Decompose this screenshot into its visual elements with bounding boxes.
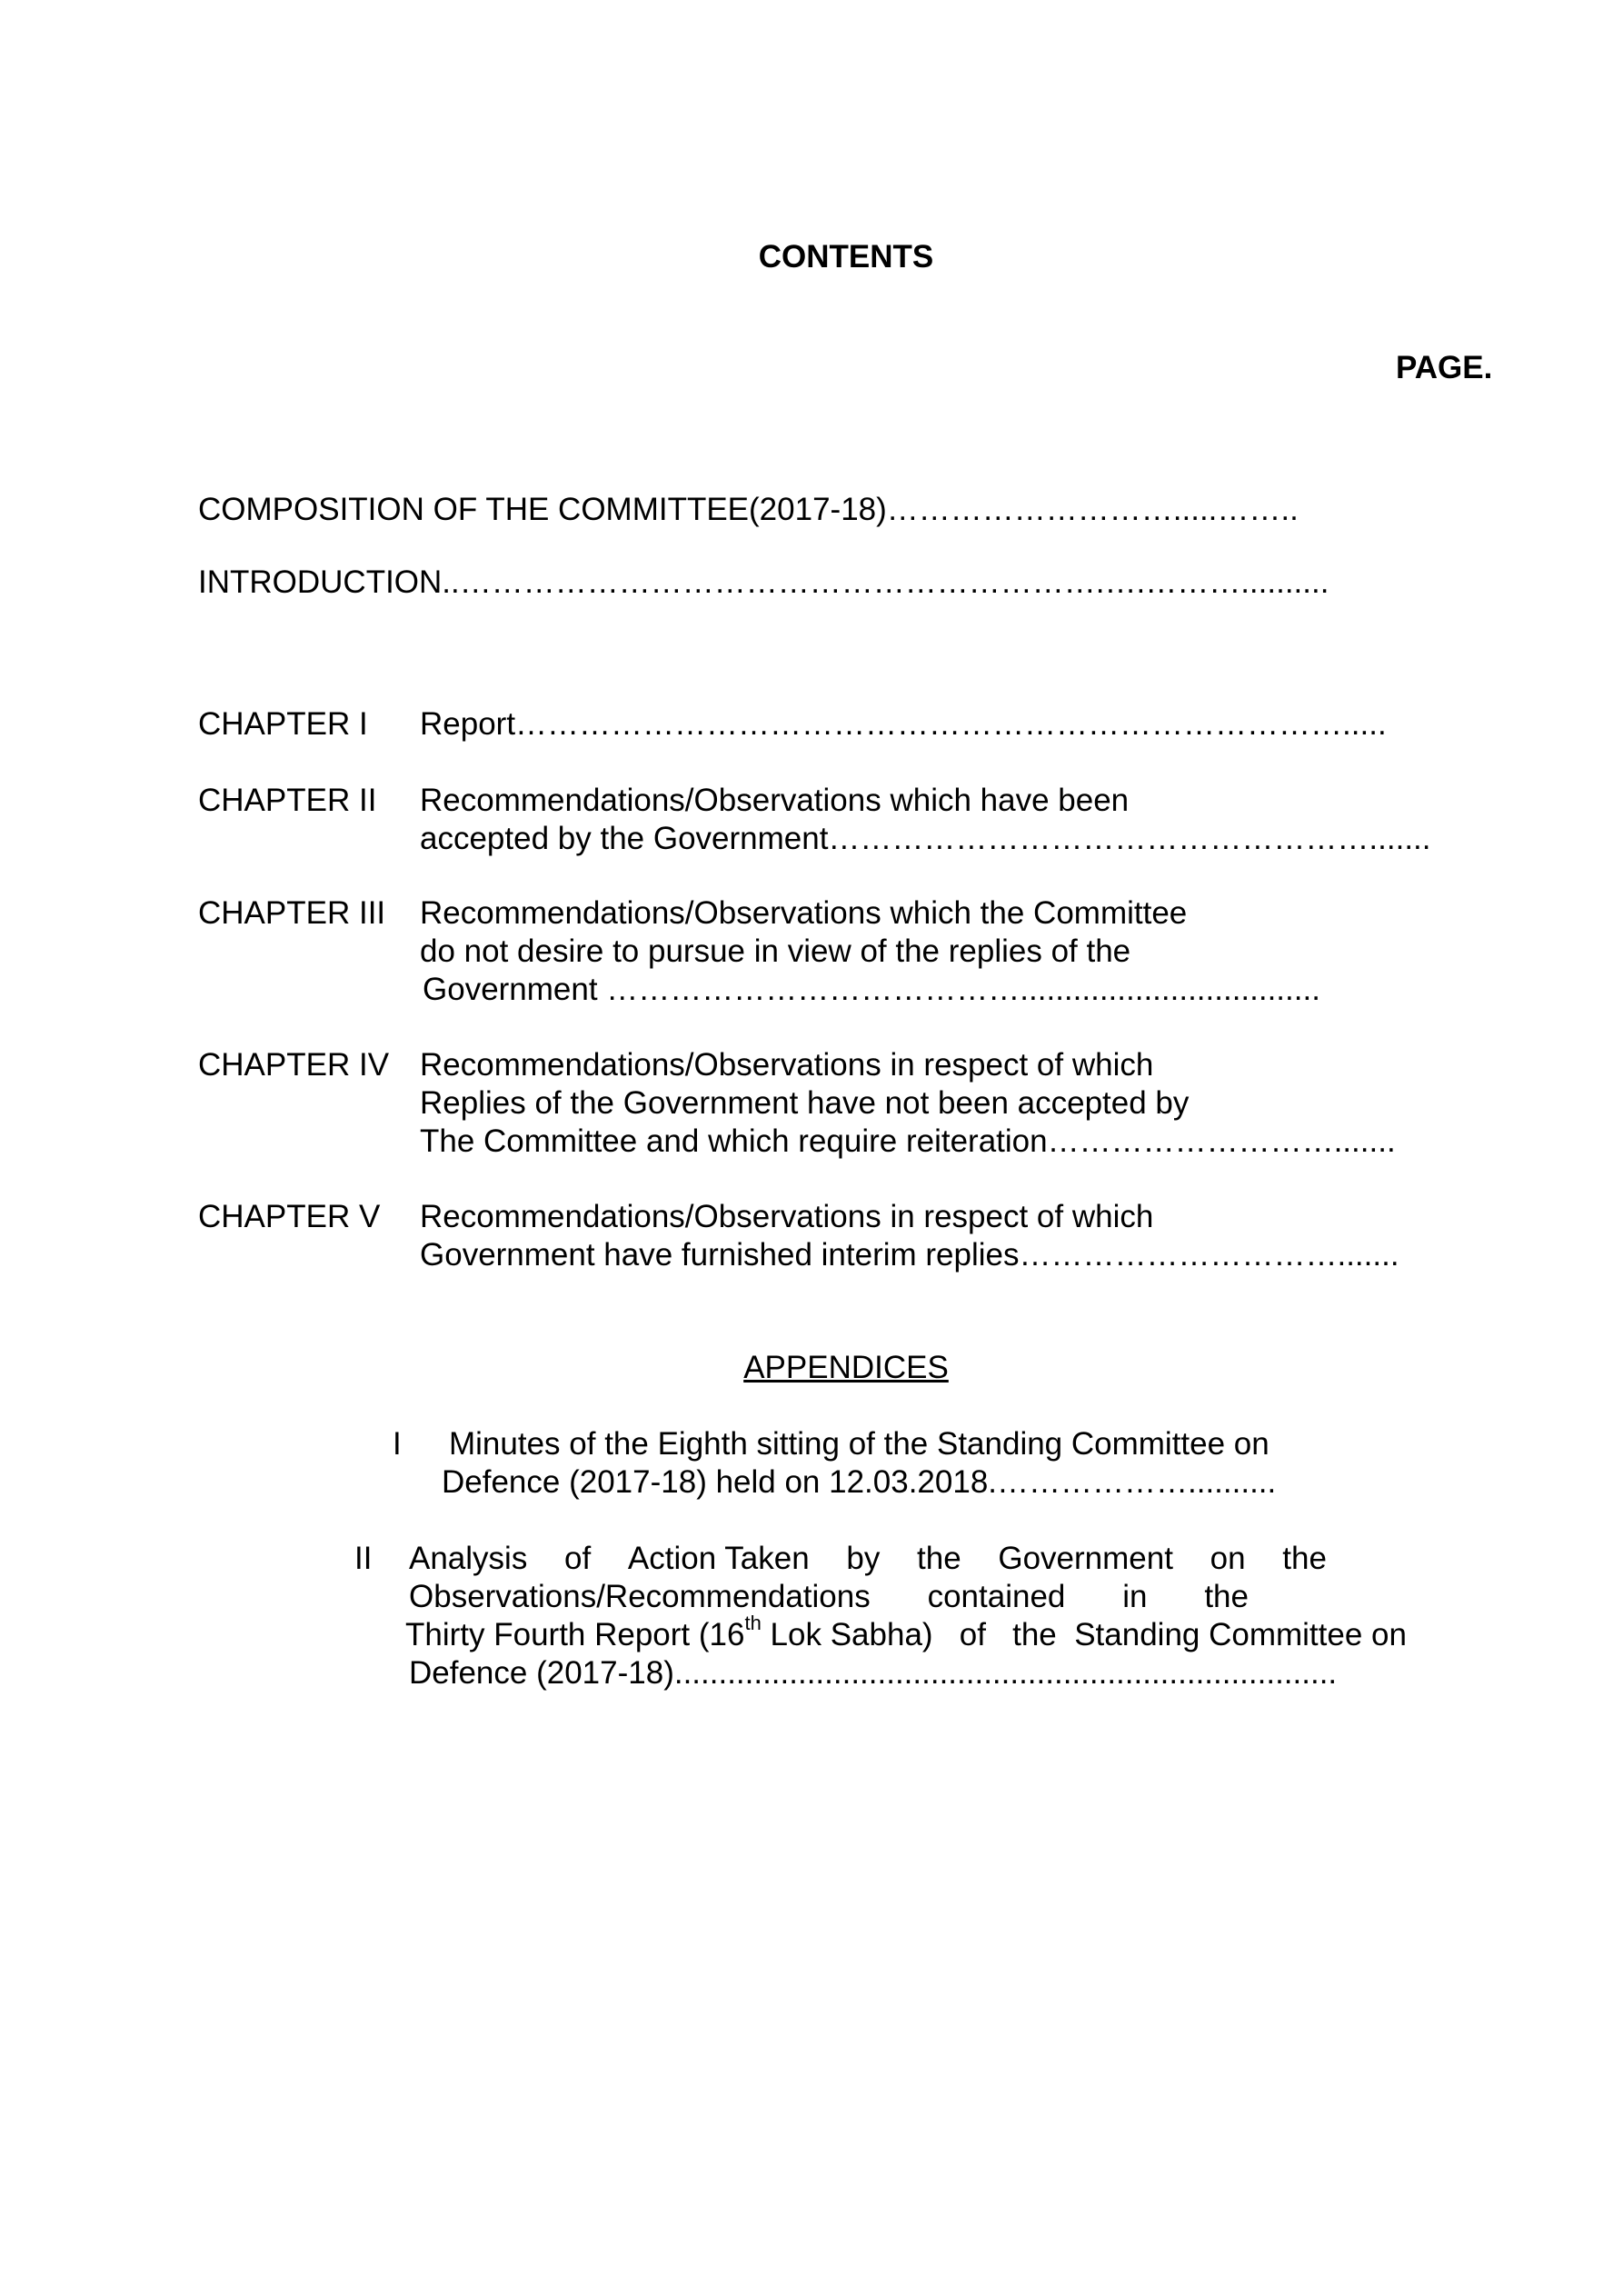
appendix-2-line-1 bbox=[409, 1540, 1327, 1578]
appendix-1-line-1: Minutes of the Eighth sitting of the Standing Committee on bbox=[449, 1426, 1270, 1462]
toc-entry-composition: COMPOSITION OF THE COMMITTEE(2017-18)……………………….....…….. bbox=[198, 492, 1299, 527]
appendix-2-word: the bbox=[1204, 1579, 1249, 1614]
appendix-2-line-2 bbox=[409, 1578, 1249, 1616]
chapter-label-5: CHAPTER V bbox=[198, 1199, 381, 1234]
appendices-heading: APPENDICES bbox=[743, 1350, 949, 1385]
chapter-title-2-line-2: accepted by the Government……………………………………………....... bbox=[420, 821, 1431, 856]
appendix-2-line-3-text: Thirty Fourth Report (16 bbox=[405, 1617, 745, 1652]
appendix-numeral-1: I bbox=[393, 1426, 402, 1462]
chapter-title-3-line-2: do not desire to pursue in view of the replies of the bbox=[420, 933, 1131, 969]
chapter-title-4-line-2: Replies of the Government have not been accepted by bbox=[420, 1085, 1190, 1121]
chapter-title-4-line-1: Recommendations/Observations in respect of which bbox=[420, 1047, 1154, 1083]
appendix-2-word: of bbox=[564, 1541, 592, 1576]
appendix-2-word: in bbox=[1122, 1579, 1148, 1614]
appendix-2-word: contained bbox=[927, 1579, 1066, 1614]
appendix-2-word: by bbox=[846, 1541, 881, 1576]
chapter-label-4: CHAPTER IV bbox=[198, 1047, 390, 1083]
chapter-title-3-line-3: Government ………………………………….................................. bbox=[423, 972, 1320, 1007]
appendix-2-line-3 bbox=[405, 1612, 1407, 1654]
chapter-title-5-line-2: Government have furnished interim replies…………………………....... bbox=[420, 1237, 1399, 1273]
chapter-title-1-line-1: Report……………………………………………………………………..... bbox=[420, 706, 1387, 742]
chapter-label-1: CHAPTER I bbox=[198, 706, 368, 742]
chapter-title-3-line-1: Recommendations/Observations which the Committee bbox=[420, 895, 1188, 931]
chapter-title-2-line-1: Recommendations/Observations which have been bbox=[420, 783, 1130, 818]
appendix-2-line-4: Defence (2017-18)........................................................................... bbox=[409, 1655, 1338, 1691]
appendix-2-word: the bbox=[917, 1541, 961, 1576]
appendix-2-word: Observations/Recommendations bbox=[409, 1579, 871, 1614]
appendix-1-line-2: Defence (2017-18) held on 12.03.2018.……………….......... bbox=[442, 1464, 1277, 1500]
chapter-label-2: CHAPTER II bbox=[198, 783, 377, 818]
chapter-title-4-line-3: The Committee and which require reiteration………………………....... bbox=[420, 1123, 1396, 1159]
chapter-title-5-line-1: Recommendations/Observations in respect of which bbox=[420, 1199, 1154, 1234]
appendix-2-word: on bbox=[1210, 1541, 1246, 1576]
page-column-label: PAGE. bbox=[1396, 350, 1493, 385]
appendix-2-word: the bbox=[1282, 1541, 1327, 1576]
appendix-numeral-2: II bbox=[354, 1541, 373, 1576]
appendix-2-word: Analysis bbox=[409, 1541, 528, 1576]
appendix-2-word: Government bbox=[998, 1541, 1173, 1576]
chapter-label-3: CHAPTER III bbox=[198, 895, 386, 931]
appendix-2-line-3-text-end: Lok Sabha) of the Standing Committee on bbox=[761, 1617, 1407, 1652]
toc-entry-introduction: INTRODUCTION..…………………………………………………….….……….......... bbox=[198, 564, 1329, 600]
superscript-th: th bbox=[744, 1612, 762, 1635]
appendix-2-word: Action Taken bbox=[627, 1541, 810, 1576]
page-title: CONTENTS bbox=[758, 239, 934, 275]
